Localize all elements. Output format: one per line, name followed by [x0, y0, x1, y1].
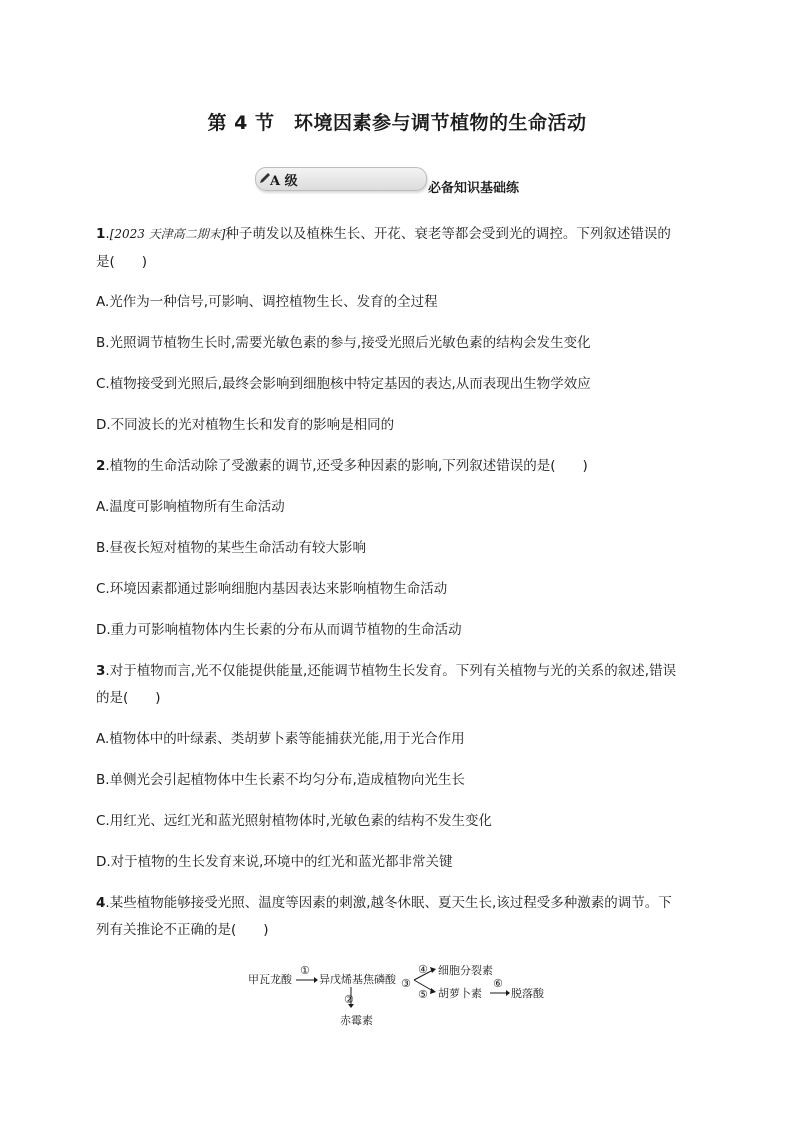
step-5-label: ⑤	[418, 988, 428, 1001]
node-abscisic-acid: 脱落酸	[511, 987, 544, 1000]
q1-option-d: D.不同波长的光对植物生长和发育的影响是相同的	[96, 417, 395, 433]
q1-option-c: C.植物接受到光照后,最终会影响到细胞核中特定基因的表达,从而表现出生物学效应	[96, 376, 591, 392]
q2-option-b: B.昼夜长短对植物的某些生命活动有较大影响	[96, 540, 367, 556]
node-carotene: 胡萝卜素	[438, 987, 482, 1000]
q3-option-b: B.单侧光会引起植物体中生长素不均匀分布,造成植物向光生长	[96, 772, 465, 788]
q3-option-d: D.对于植物的生长发育来说,环境中的红光和蓝光都非常关键	[96, 854, 453, 870]
q2-option-a: A.温度可影响植物所有生命活动	[96, 499, 285, 515]
step-2-label: ②	[344, 993, 354, 1006]
q4-stem-line1: .某些植物能够接受光照、温度等因素的刺激,越冬休眠、夏天生长,该过程受多种激素的调节。下	[105, 895, 672, 911]
q3-stem-line1: .对于植物而言,光不仅能提供能量,还能调节植物生长发育。下列有关植物与光的关系的叙述,错误	[105, 663, 677, 679]
pathway-diagram	[240, 960, 570, 1030]
q2-option-d: D.重力可影响植物体内生长素的分布从而调节植物的生命活动	[96, 622, 462, 638]
q1-stem: 1.[2023 天津高二期末]种子萌发以及植株生长、开花、衰老等都会受到光的调控。下列叙述错误的	[96, 226, 671, 242]
node-gibberellin: 赤霉素	[340, 1014, 373, 1027]
q4-stem	[96, 893, 672, 913]
section-badge	[255, 167, 427, 191]
section-subtitle: 必备知识基础练	[428, 181, 520, 196]
q3-option-c: C.用红光、远红光和蓝光照射植物体时,光敏色素的结构不发生变化	[96, 813, 493, 829]
q1-stem-line1: 种子萌发以及植株生长、开花、衰老等都会受到光的调控。下列叙述错误的	[225, 226, 671, 242]
q1-source: [2023 天津高二期末]	[109, 227, 226, 241]
q4-stem-line2: 列有关推论不正确的是( )	[96, 922, 269, 938]
step-3-label: ③	[401, 977, 411, 990]
q4-number: 4	[96, 895, 106, 911]
q2-stem-line1: .植物的生命活动除了受激素的调节,还受多种因素的影响,下列叙述错误的是( )	[105, 458, 588, 474]
q2-number: 2	[96, 458, 106, 474]
q2-stem	[96, 456, 588, 476]
q1-option-b: B.光照调节植物生长时,需要光敏色素的参与,接受光照后光敏色素的结构会发生变化	[96, 335, 591, 351]
page-title: 第 4 节 环境因素参与调节植物的生命活动	[207, 112, 587, 134]
q3-number: 3	[96, 663, 106, 679]
q1-option-a: A.光作为一种信号,可影响、调控植物生长、发育的全过程	[96, 294, 438, 310]
node-mevalonic-acid: 甲瓦龙酸	[248, 973, 292, 986]
node-cytokinin: 细胞分裂素	[438, 964, 493, 977]
q1-stem-line2: 是( )	[96, 254, 148, 270]
q1-number: 1	[96, 226, 106, 242]
node-ipp: 异戊烯基焦磷酸	[319, 973, 396, 986]
step-4-label: ④	[418, 963, 428, 976]
q2-option-c: C.环境因素都通过影响细胞内基因表达来影响植物生命活动	[96, 581, 448, 597]
q3-stem	[96, 661, 676, 681]
q3-stem-line2: 的是( )	[96, 690, 161, 706]
step-6-label: ⑥	[493, 977, 503, 990]
step-1-label: ①	[300, 964, 310, 977]
q3-option-a: A.植物体中的叶绿素、类胡萝卜素等能捕获光能,用于光合作用	[96, 731, 465, 747]
section-level: A 级	[270, 174, 298, 189]
